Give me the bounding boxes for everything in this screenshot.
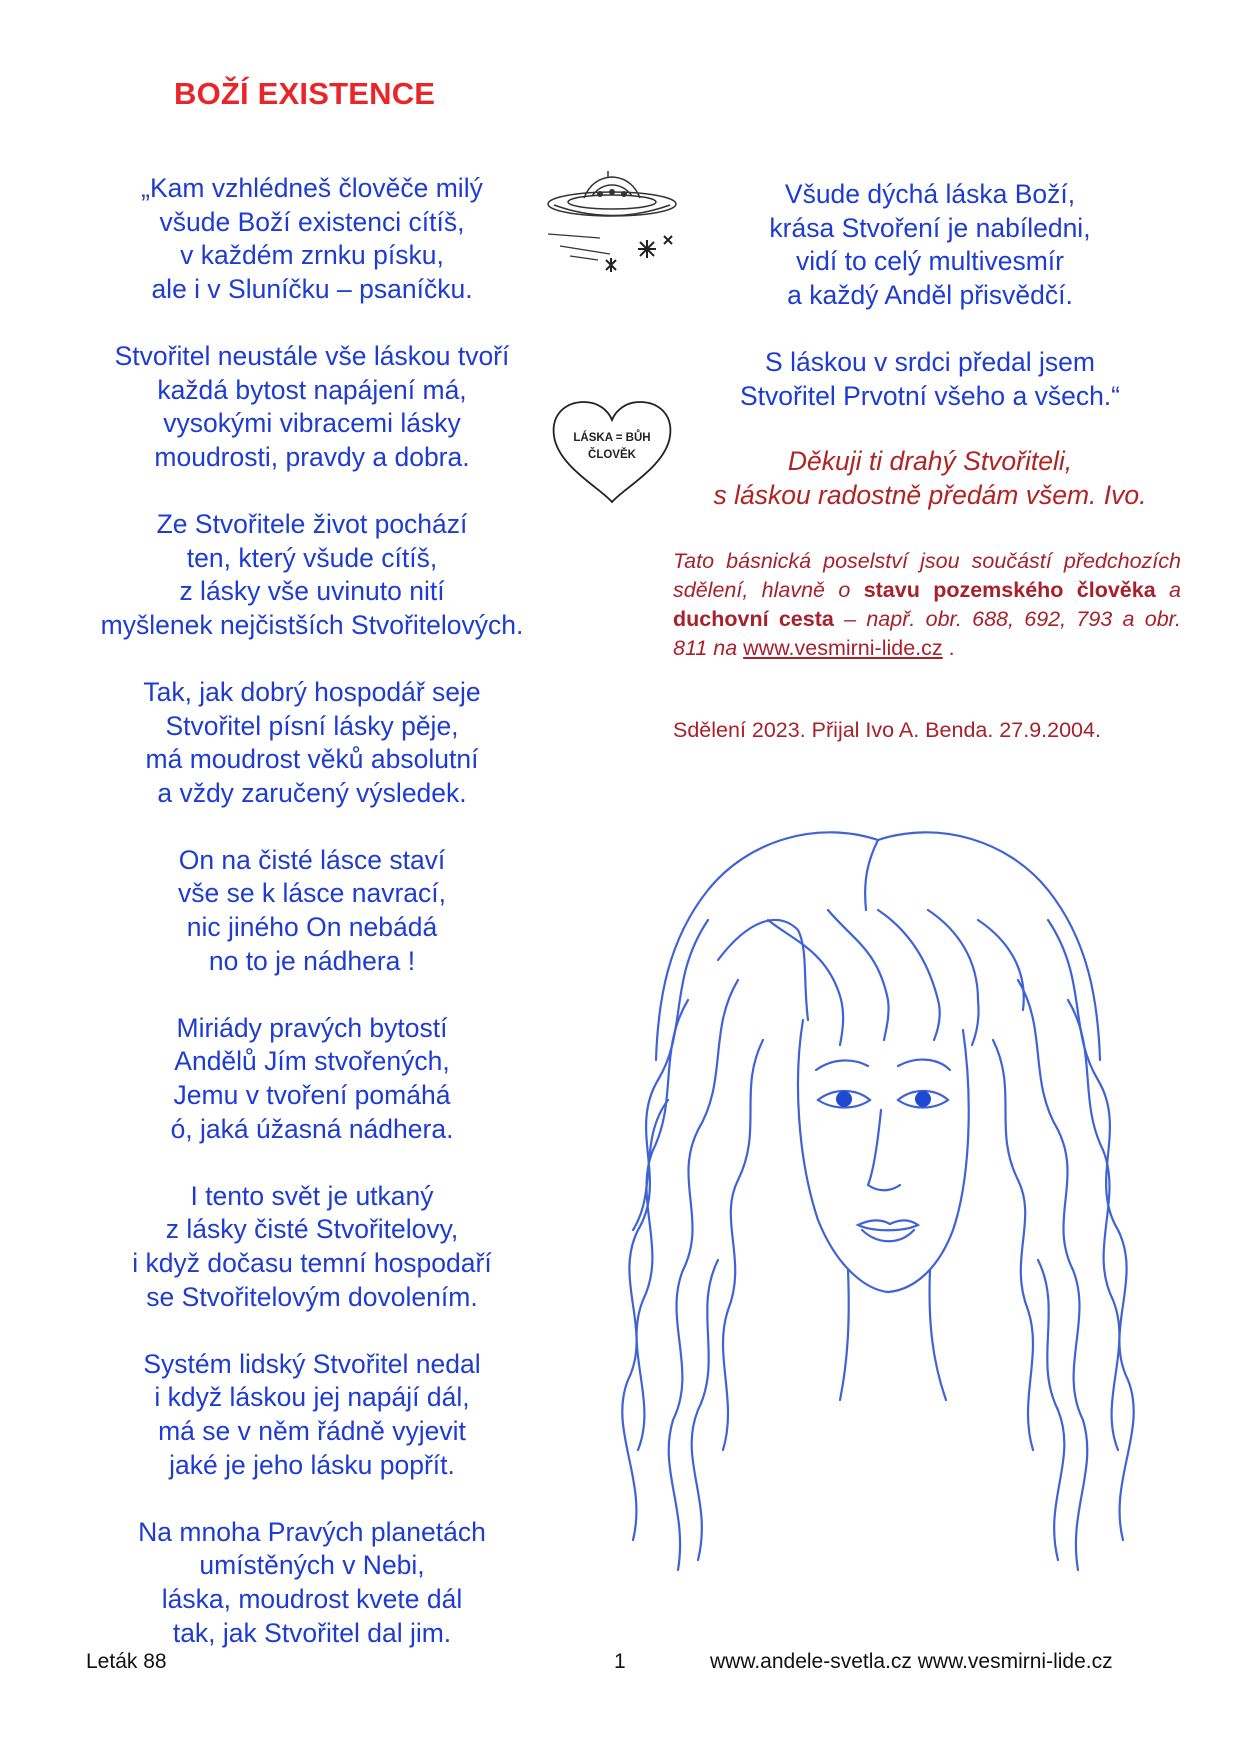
poem-left-column (60, 172, 564, 1684)
note-text: Tato básnická poselství jsou součástí předchozích sdělení, hlavně o (673, 549, 1181, 602)
page-title: BOŽÍ EXISTENCE (174, 76, 436, 111)
poem-line: Jemu v tvoření pomáhá (173, 1080, 451, 1111)
poem-line: ale i v Sluníčku – psaníčku. (151, 273, 473, 304)
note-text: – např. obr. 688, 692, 793 a obr. 811 na (673, 607, 1181, 660)
poem-line: Stvořitel Prvotní všeho a všech.“ (740, 380, 1120, 411)
footer-page-number: 1 (614, 1650, 626, 1673)
poem-line: Systém lidský Stvořitel nedal (143, 1348, 481, 1379)
website-link[interactable]: www.vesmirni-lide.cz (743, 636, 943, 660)
poem-line: z lásky čisté Stvořitelovy, (165, 1214, 459, 1245)
poem-line: krása Stvoření je nabíledni, (769, 212, 1091, 243)
note-text: a (1155, 578, 1181, 602)
poem-line: a každý Anděl přisvědčí. (787, 279, 1073, 310)
heart-icon (548, 396, 676, 508)
poem-line: tak, jak Stvořitel dal jim. (172, 1617, 452, 1648)
poem-stanza (60, 1348, 564, 1482)
poem-line: láska, moudrost kvete dál (161, 1583, 463, 1614)
poem-line: Miriády pravých bytostí (176, 1012, 448, 1043)
poem-stanza (690, 178, 1170, 312)
poem-line: ó, jaká úžasná nádhera. (170, 1113, 454, 1144)
poem-stanza (60, 172, 564, 306)
poem-line: Stvořitel neustále vše láskou tvoří (114, 340, 510, 371)
heart-text-bottom: ČLOVĚK (588, 449, 636, 461)
heart-text-top: LÁSKA = BŮH (573, 432, 651, 444)
thanks-line: Děkuji ti drahý Stvořiteli, (787, 446, 1073, 476)
poem-line: vidí to celý multivesmír (795, 246, 1064, 277)
poem-line: ten, který všude cítíš, (186, 542, 438, 573)
footer-websites[interactable]: www.andele-svetla.cz www.vesmirni-lide.cz (710, 1650, 1113, 1673)
source-note (673, 547, 1181, 663)
poem-line: má se v něm řádně vyjevit (158, 1415, 466, 1446)
poem-line: Na mnoha Pravých planetách (138, 1516, 486, 1547)
poem-line: S láskou v srdci předal jsem (765, 346, 1095, 377)
poem-line: vysokými vibracemi lásky (163, 408, 461, 439)
note-bold-cesta: duchovní cesta (673, 607, 834, 631)
poem-stanza (60, 844, 564, 978)
poem-stanza (60, 676, 564, 810)
footer-leaflet: Leták 88 (86, 1650, 167, 1673)
poem-line: On na čisté lásce staví (178, 844, 446, 875)
poem-line: se Stvořitelovým dovolením. (146, 1281, 478, 1312)
poem-line: myšlenek nejčistších Stvořitelových. (100, 609, 524, 640)
poem-line: Tak, jak dobrý hospodář seje (143, 676, 481, 707)
ufo-illustration (540, 168, 685, 280)
poem-line: v každém zrnku písku, (180, 240, 444, 271)
poem-line: všude Boží existenci cítíš, (159, 206, 465, 237)
poem-line: Všude dýchá láska Boží, (784, 179, 1076, 209)
poem-stanza (60, 1180, 564, 1314)
poem-line: moudrosti, pravdy a dobra. (154, 441, 470, 472)
poem-line: Andělů Jím stvořených, (174, 1046, 450, 1077)
thanks-line: s láskou radostně předám všem. Ivo. (713, 479, 1147, 510)
poem-stanza (60, 340, 564, 474)
poem-line: i když dočasu temní hospodaří (132, 1248, 492, 1278)
poem-line: nic jiného On nebádá (186, 912, 438, 943)
poem-line: umístěných v Nebi, (199, 1550, 425, 1581)
note-text: . (942, 636, 955, 660)
poem-line: jaké je jeho lásku popřít. (169, 1449, 455, 1480)
poem-line: Ze Stvořitele život pochází (156, 508, 468, 539)
poem-line: I tento svět je utkaný (190, 1180, 434, 1211)
poem-line: má moudrost věků absolutní (145, 744, 479, 775)
poem-stanza (690, 346, 1170, 413)
poem-line: i když láskou jej napájí dál, (154, 1382, 470, 1413)
poem-line: vše se k lásce navrací, (177, 878, 447, 909)
poem-stanza (60, 1516, 564, 1650)
poem-right-column (690, 178, 1170, 447)
poem-line: Stvořitel písní lásky pěje, (165, 710, 459, 741)
note-bold-stav: stavu pozemského člověka (863, 578, 1156, 602)
poem-line: „Kam vzhlédneš člověče milý (141, 173, 483, 203)
poem-line: no to je nádhera ! (208, 945, 416, 976)
poem-line: a vždy zaručený výsledek. (157, 777, 467, 808)
angel-portrait-illustration (578, 800, 1178, 1620)
poem-line: každá bytost napájení má, (157, 374, 467, 405)
poem-stanza (60, 1012, 564, 1146)
poem-line: z lásky vše uvinuto nití (179, 576, 445, 607)
poem-stanza (60, 508, 564, 642)
thanks-text (660, 445, 1200, 512)
credit-line: Sdělení 2023. Přijal Ivo A. Benda. 27.9.2004. (673, 718, 1101, 742)
